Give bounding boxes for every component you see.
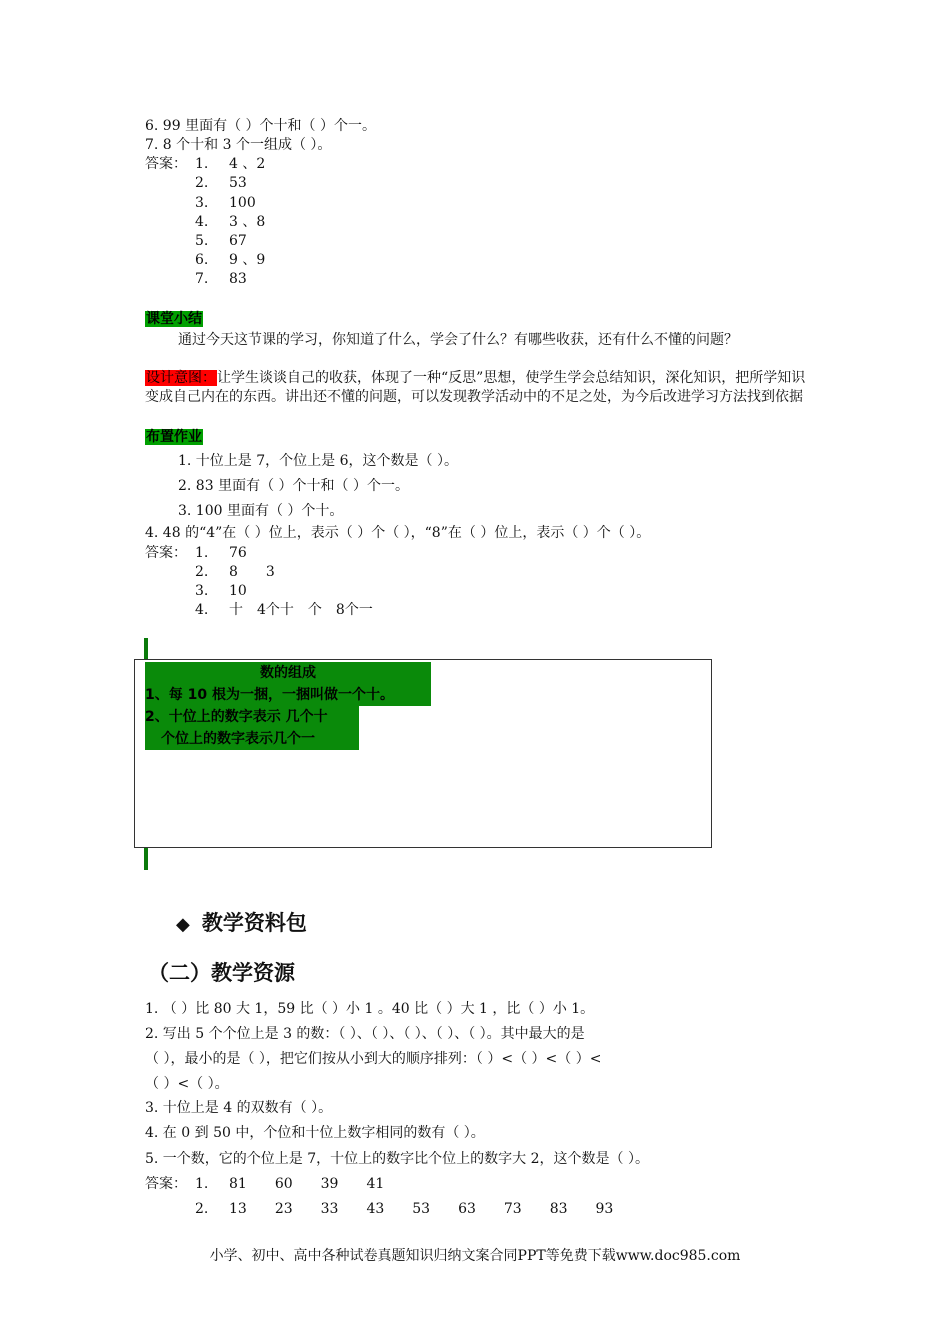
answer-item: 1. 76 [195, 545, 247, 561]
question-6: 6. 99 里面有（ ）个十和（ ）个一。 [145, 118, 376, 134]
summary-text: 通过今天这节课的学习，你知道了什么，学会了什么？有哪些收获，还有什么不懂的问题？ [178, 332, 738, 348]
homework-heading: 布置作业 [146, 429, 202, 445]
design-intent-text: 让学生谈谈自己的收获，体现了一种“反思”思想，使学生学会总结知识，深化知识，把所学知识变成自己内在的东西。讲出还不懂的问题，可以发现教学活动中的不足之处，为今后改进学习方法找到依据 [145, 370, 806, 405]
homework-item: 3. 100 里面有（ ）个十。 [178, 503, 344, 519]
board-design-box [134, 659, 712, 848]
resources-heading: （二）教学资源 [148, 961, 295, 985]
design-intent-label: 设计意图： [146, 370, 216, 386]
board-line: 个位上的数字表示几个一 [145, 728, 359, 750]
resource-item: 2. 写出 5 个个位上是 3 的数：（ ）、（ ）、（ ）、（ ）、（ ）。其中最大的是 [145, 1026, 585, 1042]
board-line: 1、每 10 根为一捆，一捆叫做一个十。 [145, 684, 431, 706]
homework-item: 1. 十位上是 7，个位上是 6，这个数是（ ）。 [178, 453, 458, 469]
answers-label: 答案： [145, 1176, 187, 1192]
board-line: 2、十位上的数字表示 几个十 [145, 706, 359, 728]
answer-item: 2. 8 3 [195, 564, 275, 580]
answer-item: 2. 53 [195, 175, 247, 191]
answer-item: 3. 10 [195, 583, 247, 599]
answer-item: 4. 十 4个十 个 8个一 [195, 602, 373, 618]
resource-item: （ ），最小的是（ ），把它们按从小到大的顺序排列：（ ）<（ ）<（ ）< [145, 1051, 602, 1067]
diamond-icon: ◆ [176, 914, 190, 935]
resource-item: （ ）<（ ）。 [145, 1076, 229, 1092]
resource-item: 4. 在 0 到 50 中，个位和十位上数字相同的数有（ ）。 [145, 1125, 485, 1141]
answer-item: 1. 4 、2 [195, 156, 266, 172]
footer-text: 小学、初中、高中各种试卷真题知识归纳文案合同PPT等免费下载www.doc985.com [209, 1248, 741, 1264]
answer-item: 2. 13 23 33 43 53 63 73 83 93 [195, 1201, 614, 1217]
design-intent [145, 369, 810, 407]
homework-item: 4. 48 的“4”在（ ）位上，表示（ ）个（ ），“8”在（ ）位上，表示（ ）个（ ）。 [145, 525, 651, 541]
divider-bar [144, 848, 148, 870]
homework-item: 2. 83 里面有（ ）个十和（ ）个一。 [178, 478, 409, 494]
answers-label: 答案： [145, 545, 187, 561]
resource-item: 1. （ ）比 80 大 1，59 比（ ）小 1 。40 比（ ）大 1 ，比（ ）小 1。 [145, 1001, 595, 1017]
answer-item: 7. 83 [195, 271, 247, 287]
question-7: 7. 8 个十和 3 个一组成（ ）。 [145, 137, 332, 153]
answers-label: 答案： [145, 156, 187, 172]
answer-item: 5. 67 [195, 233, 247, 249]
resource-item: 3. 十位上是 4 的双数有（ ）。 [145, 1100, 333, 1116]
board-title: 数的组成 [145, 662, 431, 684]
resource-item: 5. 一个数，它的个位上是 7，十位上的数字比个位上的数字大 2，这个数是（ ）。 [145, 1151, 649, 1167]
summary-heading: 课堂小结 [146, 311, 202, 327]
package-heading: ◆ 教学资料包 [176, 911, 307, 935]
answer-item: 1. 81 60 39 41 [195, 1176, 385, 1192]
answer-item: 4. 3 、8 [195, 214, 266, 230]
answer-item: 6. 9 、9 [195, 252, 266, 268]
answer-item: 3. 100 [195, 195, 256, 211]
divider-bar [144, 638, 148, 660]
